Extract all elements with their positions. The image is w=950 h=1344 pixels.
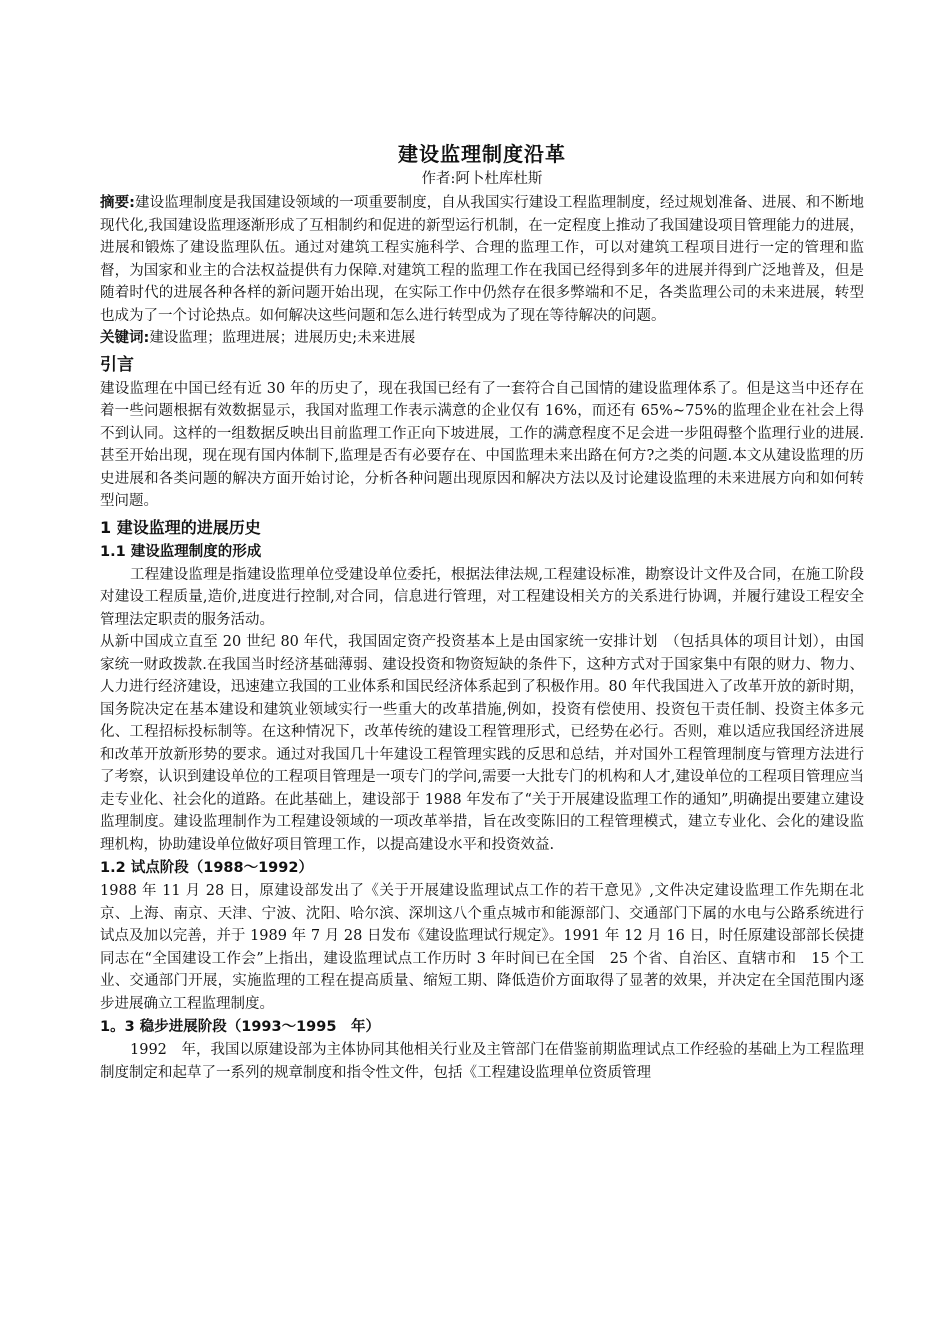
- keywords-text: 建设监理；监理进展；进展历史;未来进展: [149, 330, 416, 346]
- document-page: [100, 140, 864, 1084]
- section-1-2-paragraph: 1988 年 11 月 28 日，原建设部发出了《关于开展建设监理试点工作的若干意见》,文件决定建设监理工作先期在北京、上海、南京、天津、宁波、沈阳、哈尔滨、深圳这八个重点城市和能源部门、交通部门下属的水电与公路系统进行试点及加以完善，并于 1989 年 7 月 28 日发布《建设监理试行规定》。1991 年 12 月 16 日，时任原建设部部长侯捷同志在“全国建设工作会”上指出，建设监理试点工作历时 3 年时间已在全国 25 个省、自治区、直辖市和 15 个工业、交通部门开展，实施监理的工程在提高质量、缩短工期、降低造价方面取得了显著的效果，并决定在全国范围内逐步进展确立工程监理制度。: [100, 883, 864, 1012]
- document-title: 建设监理制度沿革: [398, 142, 566, 166]
- abstract-label: 摘要:: [100, 195, 135, 211]
- section-1-3-heading: 1。3 稳步进展阶段（1993～1995 年）: [100, 1019, 380, 1035]
- abstract-paragraph: [100, 192, 864, 327]
- intro-paragraph: 建设监理在中国已经有近 30 年的历史了，现在我国已经有了一套符合自己国情的建设监理体系了。但是这当中还存在着一些问题根据有效数据显示，我国对监理工作表示满意的企业仅有 16%，而还有 65%~75%的监理企业在社会上得不到认同。这样的一组数据反映出目前监理工作正向下坡进展，工作的满意程度不足会进一步阻碍整个监理行业的进展.甚至开始出现，现在现有国内体制下,监理是否有必要存在、中国监理未来出路在何方?之类的问题.本文从建设监理的历史进展和各类问题的解决方面开始讨论，分析各种问题出现原因和解决方法以及讨论建设监理的未来进展方向和如何转型问题。: [100, 380, 864, 509]
- section-1-3-paragraph: 1992 年，我国以原建设部为主体协同其他相关行业及主管部门在借鉴前期监理试点工作经验的基础上为工程监理制度制定和起草了一系列的规章制度和指令性文件，包括《工程建设监理单位资质管理: [100, 1042, 864, 1081]
- keywords-paragraph: [100, 327, 864, 350]
- document-author: 作者:阿卜杜库杜斯: [421, 171, 543, 187]
- section-1-heading: 1 建设监理的进展历史: [100, 517, 261, 537]
- intro-heading: 引言: [100, 354, 134, 375]
- keywords-label: 关键词:: [100, 330, 150, 346]
- section-1-2-heading: 1.2 试点阶段（1988～1992）: [100, 860, 313, 876]
- section-1-1-paragraph-1: 工程建设监理是指建设监理单位受建设单位委托，根据法律法规,工程建设标准，勘察设计文件及合同，在施工阶段对建设工程质量,造价,进度进行控制,对合同，信息进行管理，对工程建设相关方的关系进行协调，并履行建设工程安全管理法定职责的服务活动。: [100, 566, 864, 628]
- section-1-1-paragraph-2: 从新中国成立直至 20 世纪 80 年代，我国固定资产投资基本上是由国家统一安排计划 （包括具体的项目计划），由国家统一财政拨款.在我国当时经济基础薄弱、建设投资和物资短缺的条件下，这种方式对于国家集中有限的财力、物力、人力进行经济建设，迅速建立我国的工业体系和国民经济体系起到了积极作用。80 年代我国进入了改革开放的新时期，国务院决定在基本建设和建筑业领域实行一些重大的改革措施,例如，投资有偿使用、投资包干责任制、投资主体多元化、工程招标投标制等。在这种情况下，改革传统的建设工程管理形式，已经势在必行。否则，难以适应我国经济进展和改革开放新形势的要求。通过对我国几十年建设工程管理实践的反思和总结，并对国外工程管理制度与管理方法进行了考察，认识到建设单位的工程项目管理是一项专门的学问,需要一大批专门的机构和人才,建设单位的工程项目管理应当走专业化、社会化的道路。在此基础上，建设部于 1988 年发布了“关于开展建设监理工作的通知”,明确提出要建立建设监理制度。建设监理制作为工程建设领域的一项改革举措，旨在改变陈旧的工程管理模式，建立专业化、会化的建设监理机构，协助建设单位做好项目管理工作，以提高建设水平和投资效益.: [100, 634, 864, 853]
- section-1-1-heading: 1.1 建设监理制度的形成: [100, 543, 262, 560]
- abstract-text: 建设监理制度是我国建设领域的一项重要制度，自从我国实行建设工程监理制度，经过规划准备、进展、和不断地现代化,我国建设监理逐渐形成了互相制约和促进的新型运行机制，在一定程度上推动了我国建设项目管理能力的进展，进展和锻炼了建设监理队伍。通过对建筑工程实施科学、合理的监理工作，可以对建筑工程项目进行一定的管理和监督，为国家和业主的合法权益提供有力保障.对建筑工程的监理工作在我国已经得到多年的进展并得到广泛地普及，但是随着时代的进展各种各样的新问题开始出现，在实际工作中仍然存在很多弊端和不足，各类监理公司的未来进展，转型也成为了一个讨论热点。如何解决这些问题和怎么进行转型成为了现在等待解决的问题。: [100, 195, 864, 324]
